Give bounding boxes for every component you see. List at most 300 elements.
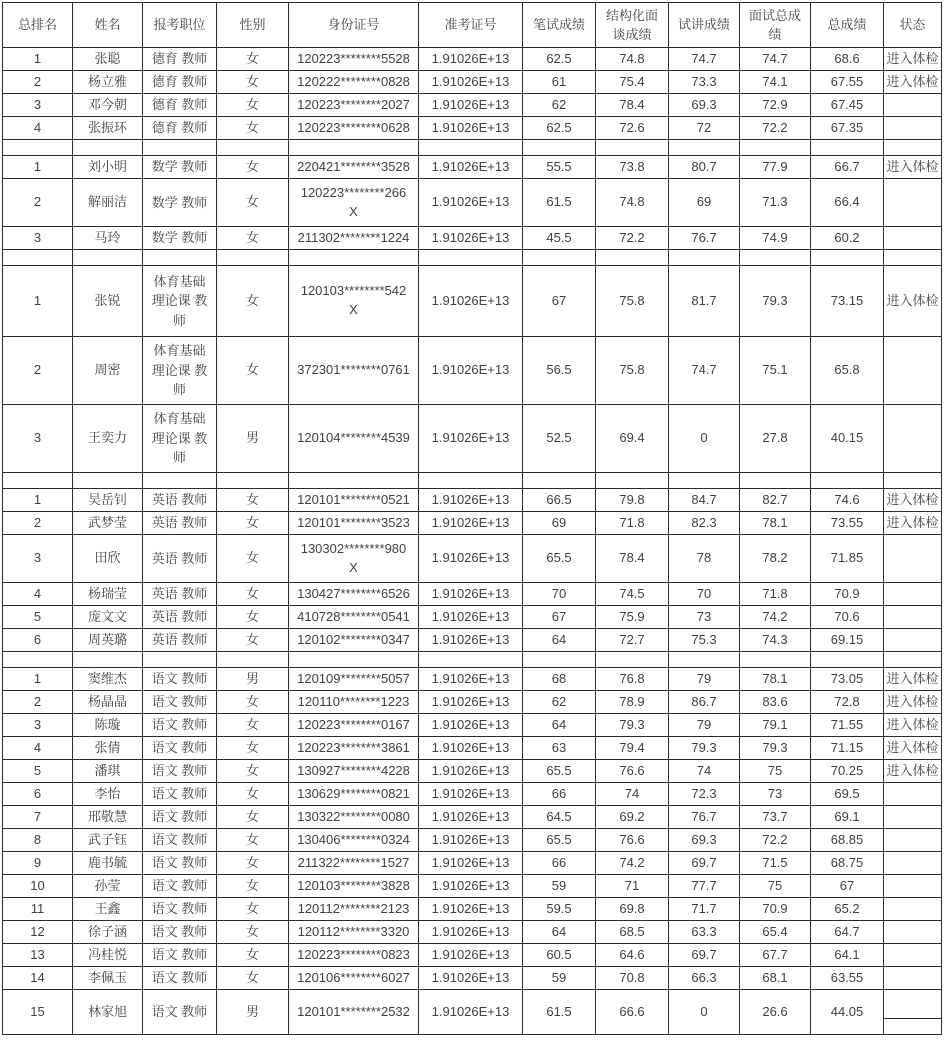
col-header-interview_total_score bbox=[740, 3, 811, 48]
cell-trial_lecture_score: 82.3 bbox=[669, 512, 740, 535]
cell-status bbox=[884, 606, 942, 629]
cell-written_score: 69 bbox=[523, 512, 596, 535]
cell-structured_interview_score: 71 bbox=[596, 875, 669, 898]
cell-status bbox=[884, 405, 942, 473]
spacer-cell bbox=[740, 652, 811, 668]
table-row bbox=[3, 806, 942, 829]
spacer-cell bbox=[523, 652, 596, 668]
cell-rank: 2 bbox=[3, 512, 73, 535]
cell-trial_lecture_score: 77.7 bbox=[669, 875, 740, 898]
cell-structured_interview_score: 79.8 bbox=[596, 489, 669, 512]
cell-structured_interview_score: 64.6 bbox=[596, 944, 669, 967]
cell-exam_number: 1.91026E+13 bbox=[419, 629, 523, 652]
cell-name: 解丽洁 bbox=[73, 179, 143, 227]
spacer-cell bbox=[740, 250, 811, 266]
table-row bbox=[3, 898, 942, 921]
col-header-id_number bbox=[289, 3, 419, 48]
cell-exam_number: 1.91026E+13 bbox=[419, 606, 523, 629]
col-header-label: 总排名 bbox=[17, 17, 57, 33]
position-label: 体育基础理论课 教师 bbox=[151, 411, 208, 466]
cell-trial_lecture_score: 73 bbox=[669, 606, 740, 629]
cell-written_score: 62 bbox=[523, 94, 596, 117]
cell-gender: 女 bbox=[217, 512, 289, 535]
cell-name: 庞文文 bbox=[73, 606, 143, 629]
cell-total_score: 65.2 bbox=[811, 898, 884, 921]
spacer-cell bbox=[669, 140, 740, 156]
cell-structured_interview_score: 66.6 bbox=[596, 990, 669, 1035]
spacer-row bbox=[3, 473, 942, 489]
cell-interview_total_score: 27.8 bbox=[740, 405, 811, 473]
cell-name: 李佩玉 bbox=[73, 967, 143, 990]
cell-id_number: 120101********3523 bbox=[289, 512, 419, 535]
cell-structured_interview_score: 76.6 bbox=[596, 760, 669, 783]
table-row bbox=[3, 967, 942, 990]
cell-rank: 3 bbox=[3, 535, 73, 583]
cell-name: 王奕力 bbox=[73, 405, 143, 473]
position-label: 英语 教师 bbox=[151, 550, 208, 566]
cell-rank: 7 bbox=[3, 806, 73, 829]
cell-status-extra bbox=[884, 1019, 942, 1035]
cell-rank: 6 bbox=[3, 783, 73, 806]
cell-id_number: 211322********1527 bbox=[289, 852, 419, 875]
cell-status: 进入体检 bbox=[884, 71, 942, 94]
cell-status: 进入体检 bbox=[884, 266, 942, 337]
spacer-cell bbox=[3, 140, 73, 156]
cell-rank: 4 bbox=[3, 583, 73, 606]
cell-position bbox=[143, 405, 217, 473]
cell-status: 进入体检 bbox=[884, 48, 942, 71]
position-label: 数学 教师 bbox=[151, 194, 208, 210]
cell-written_score: 60.5 bbox=[523, 944, 596, 967]
cell-interview_total_score: 73 bbox=[740, 783, 811, 806]
cell-trial_lecture_score: 69 bbox=[669, 179, 740, 227]
cell-gender: 女 bbox=[217, 806, 289, 829]
cell-rank: 15 bbox=[3, 990, 73, 1035]
cell-gender: 女 bbox=[217, 829, 289, 852]
cell-written_score: 59.5 bbox=[523, 898, 596, 921]
cell-position bbox=[143, 898, 217, 921]
cell-trial_lecture_score: 73.3 bbox=[669, 71, 740, 94]
spacer-cell bbox=[419, 473, 523, 489]
cell-total_score: 67.55 bbox=[811, 71, 884, 94]
cell-name: 刘小明 bbox=[73, 156, 143, 179]
col-header-trial_lecture_score bbox=[669, 3, 740, 48]
cell-id_number: 120223********2027 bbox=[289, 94, 419, 117]
col-header-label: 笔试成绩 bbox=[532, 17, 585, 33]
cell-name: 田欣 bbox=[73, 535, 143, 583]
spacer-cell bbox=[419, 140, 523, 156]
cell-interview_total_score: 71.5 bbox=[740, 852, 811, 875]
cell-gender: 女 bbox=[217, 921, 289, 944]
cell-id_number: 120104********4539 bbox=[289, 405, 419, 473]
spacer-cell bbox=[143, 250, 217, 266]
cell-interview_total_score: 74.1 bbox=[740, 71, 811, 94]
table-row bbox=[3, 944, 942, 967]
cell-id_number: 120106********6027 bbox=[289, 967, 419, 990]
cell-interview_total_score: 26.6 bbox=[740, 990, 811, 1035]
cell-total_score: 40.15 bbox=[811, 405, 884, 473]
spacer-cell bbox=[3, 473, 73, 489]
cell-interview_total_score: 79.3 bbox=[740, 266, 811, 337]
cell-gender: 男 bbox=[217, 668, 289, 691]
position-label: 体育基础理论课 教师 bbox=[151, 343, 208, 398]
position-label: 语文 教师 bbox=[151, 763, 208, 779]
spacer-cell bbox=[596, 250, 669, 266]
cell-gender: 女 bbox=[217, 227, 289, 250]
spacer-cell bbox=[289, 250, 419, 266]
spacer-cell bbox=[740, 140, 811, 156]
cell-exam_number: 1.91026E+13 bbox=[419, 535, 523, 583]
cell-status bbox=[884, 337, 942, 405]
cell-total_score: 67 bbox=[811, 875, 884, 898]
position-label: 语文 教师 bbox=[151, 786, 208, 802]
table-header bbox=[3, 3, 942, 48]
cell-rank: 10 bbox=[3, 875, 73, 898]
cell-position bbox=[143, 806, 217, 829]
cell-gender: 女 bbox=[217, 583, 289, 606]
cell-status bbox=[884, 535, 942, 583]
position-label: 语文 教师 bbox=[151, 878, 208, 894]
table-row bbox=[3, 535, 942, 583]
cell-id_number: 120103********542 X bbox=[289, 266, 419, 337]
cell-structured_interview_score: 75.9 bbox=[596, 606, 669, 629]
spacer-cell bbox=[523, 140, 596, 156]
spacer-cell bbox=[3, 652, 73, 668]
cell-name: 张聪 bbox=[73, 48, 143, 71]
col-header-gender bbox=[217, 3, 289, 48]
cell-trial_lecture_score: 79 bbox=[669, 668, 740, 691]
cell-structured_interview_score: 71.8 bbox=[596, 512, 669, 535]
cell-status bbox=[884, 990, 942, 1019]
cell-interview_total_score: 74.9 bbox=[740, 227, 811, 250]
cell-status: 进入体检 bbox=[884, 668, 942, 691]
spacer-cell bbox=[523, 250, 596, 266]
cell-id_number: 410728********0541 bbox=[289, 606, 419, 629]
cell-id_number: 130927********4228 bbox=[289, 760, 419, 783]
cell-name: 武子钰 bbox=[73, 829, 143, 852]
cell-position bbox=[143, 94, 217, 117]
spacer-cell bbox=[523, 473, 596, 489]
cell-position bbox=[143, 944, 217, 967]
cell-status: 进入体检 bbox=[884, 760, 942, 783]
cell-rank: 2 bbox=[3, 691, 73, 714]
cell-total_score: 69.5 bbox=[811, 783, 884, 806]
cell-interview_total_score: 72.2 bbox=[740, 829, 811, 852]
cell-interview_total_score: 72.2 bbox=[740, 117, 811, 140]
spacer-cell bbox=[143, 140, 217, 156]
cell-total_score: 70.9 bbox=[811, 583, 884, 606]
cell-written_score: 67 bbox=[523, 266, 596, 337]
spacer-cell bbox=[217, 473, 289, 489]
cell-exam_number: 1.91026E+13 bbox=[419, 668, 523, 691]
spacer-cell bbox=[740, 473, 811, 489]
cell-rank: 13 bbox=[3, 944, 73, 967]
cell-name: 林家旭 bbox=[73, 990, 143, 1035]
cell-total_score: 74.6 bbox=[811, 489, 884, 512]
cell-trial_lecture_score: 79 bbox=[669, 714, 740, 737]
cell-gender: 女 bbox=[217, 606, 289, 629]
cell-exam_number: 1.91026E+13 bbox=[419, 227, 523, 250]
table-row bbox=[3, 405, 942, 473]
cell-gender: 女 bbox=[217, 117, 289, 140]
col-header-position bbox=[143, 3, 217, 48]
cell-trial_lecture_score: 74.7 bbox=[669, 337, 740, 405]
cell-interview_total_score: 79.3 bbox=[740, 737, 811, 760]
cell-exam_number: 1.91026E+13 bbox=[419, 583, 523, 606]
position-label: 语文 教师 bbox=[151, 809, 208, 825]
cell-written_score: 55.5 bbox=[523, 156, 596, 179]
spacer-cell bbox=[669, 473, 740, 489]
cell-total_score: 73.55 bbox=[811, 512, 884, 535]
cell-written_score: 59 bbox=[523, 875, 596, 898]
cell-gender: 女 bbox=[217, 489, 289, 512]
cell-id_number: 120110********1223 bbox=[289, 691, 419, 714]
cell-interview_total_score: 78.2 bbox=[740, 535, 811, 583]
spacer-cell bbox=[217, 250, 289, 266]
cell-exam_number: 1.91026E+13 bbox=[419, 944, 523, 967]
cell-status bbox=[884, 783, 942, 806]
cell-interview_total_score: 73.7 bbox=[740, 806, 811, 829]
cell-trial_lecture_score: 76.7 bbox=[669, 806, 740, 829]
cell-written_score: 56.5 bbox=[523, 337, 596, 405]
cell-position bbox=[143, 535, 217, 583]
col-header-label: 准考证号 bbox=[444, 17, 497, 33]
cell-gender: 女 bbox=[217, 535, 289, 583]
cell-total_score: 73.15 bbox=[811, 266, 884, 337]
cell-id_number: 120223********0628 bbox=[289, 117, 419, 140]
position-label: 英语 教师 bbox=[151, 609, 208, 625]
cell-trial_lecture_score: 63.3 bbox=[669, 921, 740, 944]
table-row bbox=[3, 266, 942, 337]
table-row bbox=[3, 606, 942, 629]
cell-written_score: 45.5 bbox=[523, 227, 596, 250]
col-header-total_score bbox=[811, 3, 884, 48]
cell-status bbox=[884, 94, 942, 117]
cell-gender: 女 bbox=[217, 691, 289, 714]
cell-interview_total_score: 74.7 bbox=[740, 48, 811, 71]
spacer-cell bbox=[811, 250, 884, 266]
cell-exam_number: 1.91026E+13 bbox=[419, 852, 523, 875]
cell-status: 进入体检 bbox=[884, 512, 942, 535]
cell-written_score: 65.5 bbox=[523, 760, 596, 783]
cell-gender: 女 bbox=[217, 179, 289, 227]
spacer-row bbox=[3, 652, 942, 668]
cell-rank: 1 bbox=[3, 489, 73, 512]
table-row bbox=[3, 179, 942, 227]
cell-exam_number: 1.91026E+13 bbox=[419, 156, 523, 179]
cell-exam_number: 1.91026E+13 bbox=[419, 266, 523, 337]
cell-status bbox=[884, 829, 942, 852]
cell-trial_lecture_score: 84.7 bbox=[669, 489, 740, 512]
cell-interview_total_score: 77.9 bbox=[740, 156, 811, 179]
col-header-label: 姓名 bbox=[94, 17, 121, 33]
cell-trial_lecture_score: 71.7 bbox=[669, 898, 740, 921]
col-header-label: 总成绩 bbox=[827, 17, 867, 33]
cell-rank: 5 bbox=[3, 760, 73, 783]
cell-gender: 女 bbox=[217, 760, 289, 783]
cell-structured_interview_score: 75.4 bbox=[596, 71, 669, 94]
cell-total_score: 69.1 bbox=[811, 806, 884, 829]
cell-id_number: 120222********0828 bbox=[289, 71, 419, 94]
spacer-cell bbox=[811, 652, 884, 668]
cell-name: 马玲 bbox=[73, 227, 143, 250]
cell-status: 进入体检 bbox=[884, 737, 942, 760]
cell-trial_lecture_score: 81.7 bbox=[669, 266, 740, 337]
cell-written_score: 61.5 bbox=[523, 990, 596, 1035]
table-row bbox=[3, 875, 942, 898]
cell-position bbox=[143, 921, 217, 944]
cell-status bbox=[884, 967, 942, 990]
cell-written_score: 64 bbox=[523, 921, 596, 944]
cell-gender: 女 bbox=[217, 629, 289, 652]
spacer-cell bbox=[596, 140, 669, 156]
cell-structured_interview_score: 68.5 bbox=[596, 921, 669, 944]
cell-position bbox=[143, 875, 217, 898]
spacer-cell bbox=[811, 473, 884, 489]
cell-trial_lecture_score: 74 bbox=[669, 760, 740, 783]
cell-id_number: 120112********3320 bbox=[289, 921, 419, 944]
position-label: 语文 教师 bbox=[151, 1004, 208, 1020]
cell-written_score: 65.5 bbox=[523, 535, 596, 583]
cell-name: 武梦莹 bbox=[73, 512, 143, 535]
cell-written_score: 65.5 bbox=[523, 829, 596, 852]
cell-status bbox=[884, 583, 942, 606]
cell-position bbox=[143, 783, 217, 806]
cell-id_number: 120103********3828 bbox=[289, 875, 419, 898]
cell-position bbox=[143, 737, 217, 760]
cell-interview_total_score: 65.4 bbox=[740, 921, 811, 944]
cell-id_number: 130427********6526 bbox=[289, 583, 419, 606]
cell-name: 杨晶晶 bbox=[73, 691, 143, 714]
cell-rank: 2 bbox=[3, 71, 73, 94]
cell-total_score: 66.7 bbox=[811, 156, 884, 179]
cell-status bbox=[884, 179, 942, 227]
cell-rank: 9 bbox=[3, 852, 73, 875]
cell-gender: 女 bbox=[217, 71, 289, 94]
spacer-cell bbox=[217, 140, 289, 156]
cell-status: 进入体检 bbox=[884, 714, 942, 737]
table-row bbox=[3, 94, 942, 117]
cell-gender: 女 bbox=[217, 783, 289, 806]
cell-gender: 男 bbox=[217, 990, 289, 1035]
cell-interview_total_score: 71.3 bbox=[740, 179, 811, 227]
cell-trial_lecture_score: 0 bbox=[669, 405, 740, 473]
position-label: 语文 教师 bbox=[151, 970, 208, 986]
cell-trial_lecture_score: 69.7 bbox=[669, 852, 740, 875]
cell-status bbox=[884, 806, 942, 829]
table-row bbox=[3, 714, 942, 737]
col-header-name bbox=[73, 3, 143, 48]
cell-structured_interview_score: 72.6 bbox=[596, 117, 669, 140]
cell-trial_lecture_score: 70 bbox=[669, 583, 740, 606]
cell-written_score: 59 bbox=[523, 967, 596, 990]
cell-status bbox=[884, 875, 942, 898]
cell-id_number: 120109********5057 bbox=[289, 668, 419, 691]
spacer-cell bbox=[73, 140, 143, 156]
spacer-cell bbox=[143, 473, 217, 489]
table-row bbox=[3, 156, 942, 179]
cell-exam_number: 1.91026E+13 bbox=[419, 829, 523, 852]
col-header-label: 结构化面谈成绩 bbox=[605, 7, 658, 42]
cell-name: 孙莹 bbox=[73, 875, 143, 898]
cell-interview_total_score: 71.8 bbox=[740, 583, 811, 606]
cell-name: 邢敬慧 bbox=[73, 806, 143, 829]
cell-name: 邓今朝 bbox=[73, 94, 143, 117]
table-row bbox=[3, 852, 942, 875]
cell-id_number: 220421********3528 bbox=[289, 156, 419, 179]
score-table bbox=[2, 2, 942, 1035]
cell-exam_number: 1.91026E+13 bbox=[419, 489, 523, 512]
cell-rank: 3 bbox=[3, 714, 73, 737]
cell-structured_interview_score: 73.8 bbox=[596, 156, 669, 179]
spacer-row bbox=[3, 250, 942, 266]
cell-position bbox=[143, 760, 217, 783]
cell-structured_interview_score: 70.8 bbox=[596, 967, 669, 990]
cell-interview_total_score: 75 bbox=[740, 760, 811, 783]
cell-position bbox=[143, 990, 217, 1035]
spacer-cell bbox=[419, 250, 523, 266]
cell-position bbox=[143, 48, 217, 71]
cell-position bbox=[143, 583, 217, 606]
spacer-cell bbox=[289, 140, 419, 156]
cell-id_number: 130322********0080 bbox=[289, 806, 419, 829]
spacer-cell bbox=[596, 473, 669, 489]
cell-gender: 女 bbox=[217, 875, 289, 898]
cell-written_score: 63 bbox=[523, 737, 596, 760]
cell-gender: 女 bbox=[217, 337, 289, 405]
table-row bbox=[3, 583, 942, 606]
cell-written_score: 64 bbox=[523, 629, 596, 652]
cell-total_score: 70.6 bbox=[811, 606, 884, 629]
cell-structured_interview_score: 79.3 bbox=[596, 714, 669, 737]
position-label: 德育 教师 bbox=[151, 51, 208, 67]
cell-structured_interview_score: 72.2 bbox=[596, 227, 669, 250]
cell-status: 进入体检 bbox=[884, 691, 942, 714]
col-header-status bbox=[884, 3, 942, 48]
cell-rank: 1 bbox=[3, 266, 73, 337]
cell-interview_total_score: 75.1 bbox=[740, 337, 811, 405]
cell-exam_number: 1.91026E+13 bbox=[419, 117, 523, 140]
cell-total_score: 64.7 bbox=[811, 921, 884, 944]
cell-gender: 女 bbox=[217, 156, 289, 179]
table-row bbox=[3, 783, 942, 806]
cell-interview_total_score: 82.7 bbox=[740, 489, 811, 512]
cell-written_score: 66 bbox=[523, 852, 596, 875]
cell-position bbox=[143, 117, 217, 140]
table-row bbox=[3, 990, 942, 1019]
cell-exam_number: 1.91026E+13 bbox=[419, 806, 523, 829]
cell-exam_number: 1.91026E+13 bbox=[419, 967, 523, 990]
cell-structured_interview_score: 79.4 bbox=[596, 737, 669, 760]
cell-status bbox=[884, 921, 942, 944]
cell-trial_lecture_score: 74.7 bbox=[669, 48, 740, 71]
cell-position bbox=[143, 512, 217, 535]
col-header-structured_interview_score bbox=[596, 3, 669, 48]
spacer-cell bbox=[669, 652, 740, 668]
position-label: 语文 教师 bbox=[151, 694, 208, 710]
cell-trial_lecture_score: 66.3 bbox=[669, 967, 740, 990]
table-row bbox=[3, 48, 942, 71]
cell-name: 鹿书毓 bbox=[73, 852, 143, 875]
cell-id_number: 120223********0167 bbox=[289, 714, 419, 737]
cell-name: 吴岳钊 bbox=[73, 489, 143, 512]
position-label: 语文 教师 bbox=[151, 901, 208, 917]
cell-total_score: 67.35 bbox=[811, 117, 884, 140]
cell-exam_number: 1.91026E+13 bbox=[419, 691, 523, 714]
spacer-row bbox=[3, 140, 942, 156]
cell-position bbox=[143, 668, 217, 691]
col-header-label: 身份证号 bbox=[327, 17, 380, 33]
